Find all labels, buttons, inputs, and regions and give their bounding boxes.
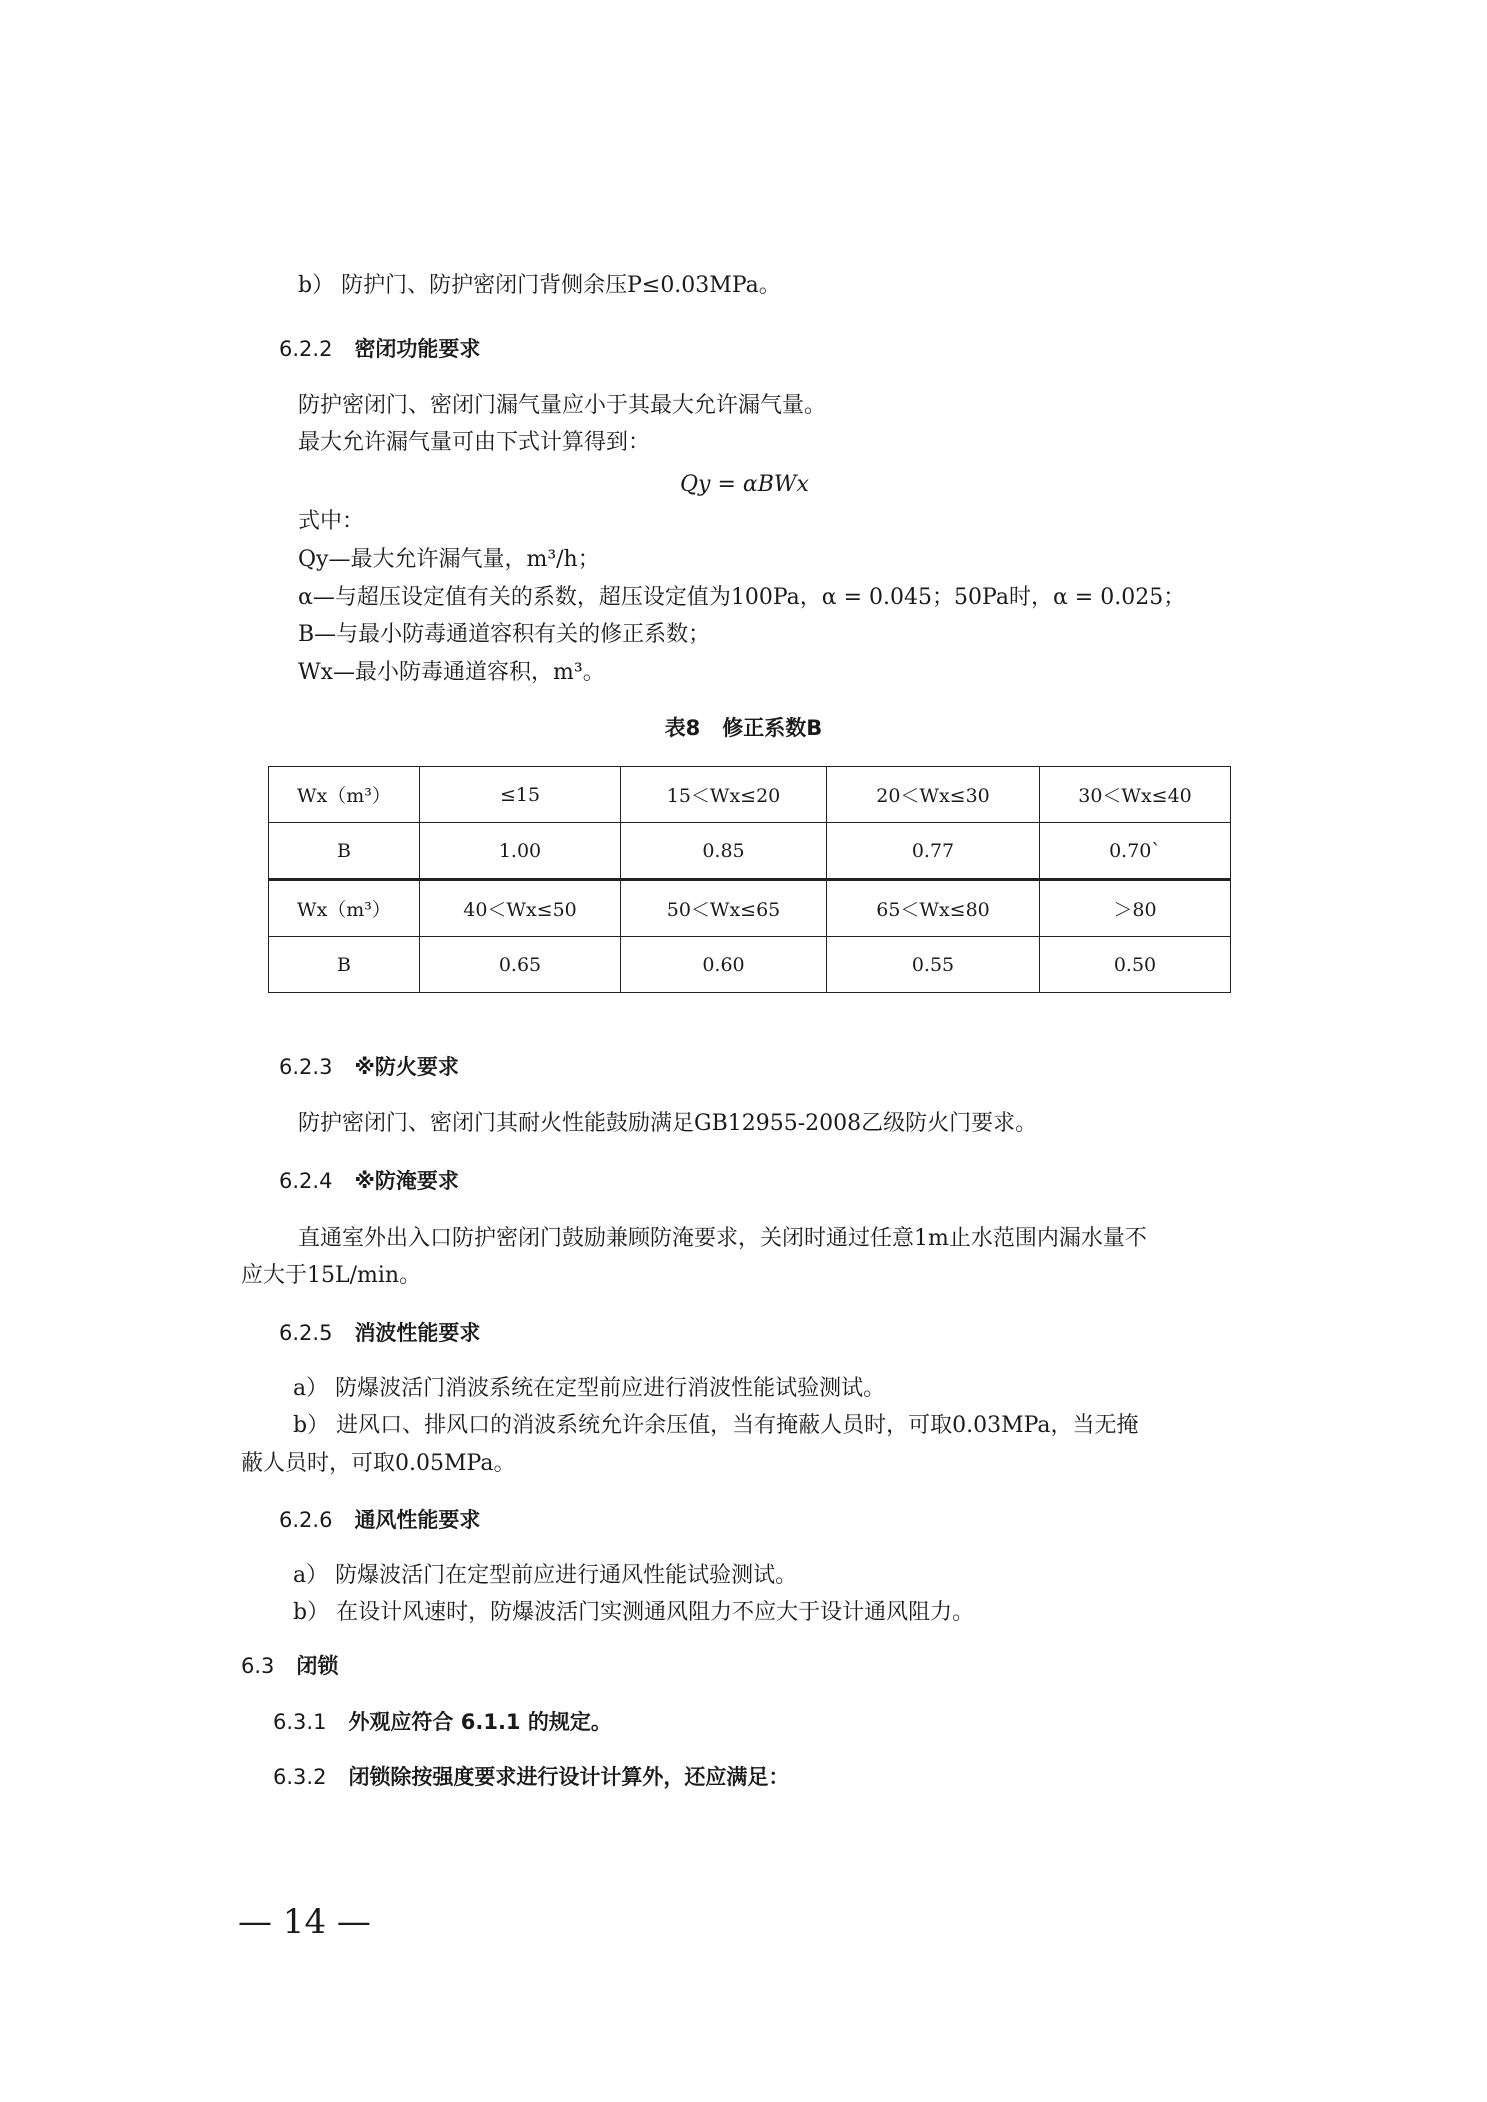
page-number: — 14 — xyxy=(238,1902,371,1942)
table-row xyxy=(269,880,1231,937)
heading-number: 6.2.6 xyxy=(279,1508,333,1532)
heading-title: 消波性能要求 xyxy=(354,1321,481,1345)
leakage-formula: Qy = αBWx xyxy=(680,472,809,497)
table-row xyxy=(269,767,1231,823)
table-cell: 0.50 xyxy=(1040,937,1231,993)
paragraph-flood-2: 应大于15L/min。 xyxy=(241,1263,422,1288)
heading-title: 通风性能要求 xyxy=(354,1508,481,1532)
heading-6-2-4 xyxy=(279,1166,459,1196)
heading-6-2-2 xyxy=(279,334,480,364)
table-cell: 15＜Wx≤20 xyxy=(621,767,827,823)
table-cell: B xyxy=(269,937,420,993)
paragraph-leakage: 防护密闭门、密闭门漏气量应小于其最大允许漏气量。 xyxy=(298,393,827,418)
table-cell: B xyxy=(269,823,420,880)
heading-number: 6.3 xyxy=(241,1654,275,1678)
table-caption-number: 表8 xyxy=(664,716,701,740)
table-cell: 40＜Wx≤50 xyxy=(420,880,621,937)
heading-6-2-6 xyxy=(279,1505,480,1535)
heading-title: ※防火要求 xyxy=(354,1055,459,1079)
table-cell: Wx（m³） xyxy=(269,880,420,937)
table-cell: 0.85 xyxy=(621,823,827,880)
heading-number: 6.2.4 xyxy=(279,1169,333,1193)
heading-number: 6.2.5 xyxy=(279,1321,333,1345)
table-cell: 0.60 xyxy=(621,937,827,993)
heading-number: 6.3.1 xyxy=(273,1710,327,1734)
heading-number: 6.3.2 xyxy=(273,1765,327,1789)
table-caption-title: 修正系数B xyxy=(722,716,823,740)
paragraph-wave-a: a） 防爆波活门消波系统在定型前应进行消波性能试验测试。 xyxy=(293,1376,886,1401)
paragraph-vent-a: a） 防爆波活门在定型前应进行通风性能试验测试。 xyxy=(293,1563,798,1588)
heading-6-3-2 xyxy=(273,1762,789,1792)
table-cell: 0.70` xyxy=(1040,823,1231,880)
heading-title: 闭锁 xyxy=(296,1654,339,1678)
table-caption xyxy=(0,712,1487,742)
heading-number: 6.2.2 xyxy=(279,337,333,361)
table-cell: 0.55 xyxy=(827,937,1040,993)
paragraph-wave-b1: b） 进风口、排风口的消波系统允许余压值，当有掩蔽人员时，可取0.03MPa，当无掩 xyxy=(293,1413,1139,1438)
heading-title: ※防淹要求 xyxy=(354,1169,459,1193)
table-cell: 65＜Wx≤80 xyxy=(827,880,1040,937)
correction-factor-table xyxy=(268,766,1231,993)
table-cell: 50＜Wx≤65 xyxy=(621,880,827,937)
table-cell: 20＜Wx≤30 xyxy=(827,767,1040,823)
paragraph-wave-b2: 蔽人员时，可取0.05MPa。 xyxy=(241,1451,516,1476)
heading-6-2-5 xyxy=(279,1318,480,1348)
heading-number: 6.2.3 xyxy=(279,1055,333,1079)
heading-title: 外观应符合 6.1.1 的规定。 xyxy=(348,1710,612,1734)
table-row xyxy=(269,937,1231,993)
heading-6-2-3 xyxy=(279,1052,459,1082)
definition-w: Wx—最小防毒通道容积，m³。 xyxy=(298,660,605,685)
paragraph-vent-b: b） 在设计风速时，防爆波活门实测通风阻力不应大于设计通风阻力。 xyxy=(293,1600,975,1625)
table-cell: ≤15 xyxy=(420,767,621,823)
heading-title: 密闭功能要求 xyxy=(354,337,481,361)
paragraph-flood-1: 直通室外出入口防护密闭门鼓励兼顾防淹要求，关闭时通过任意1m止水范围内漏水量不 xyxy=(298,1226,1147,1251)
table-cell: 0.77 xyxy=(827,823,1040,880)
heading-6-3 xyxy=(241,1651,338,1681)
table-cell: 0.65 xyxy=(420,937,621,993)
definition-b: B—与最小防毒通道容积有关的修正系数； xyxy=(298,622,711,647)
heading-title: 闭锁除按强度要求进行设计计算外，还应满足： xyxy=(348,1765,790,1789)
paragraph-fire: 防护密闭门、密闭门其耐火性能鼓励满足GB12955-2008乙级防火门要求。 xyxy=(298,1111,1038,1136)
table-cell: Wx（m³） xyxy=(269,767,420,823)
definition-q: Qy—最大允许漏气量，m³/h； xyxy=(298,547,600,572)
definition-alpha: α—与超压设定值有关的系数，超压设定值为100Pa，α = 0.045；50Pa时，α = 0.025； xyxy=(298,585,1186,610)
table-cell: ＞80 xyxy=(1040,880,1231,937)
table-row xyxy=(269,823,1231,880)
table-cell: 1.00 xyxy=(420,823,621,880)
where-label: 式中： xyxy=(298,509,365,534)
heading-6-3-1 xyxy=(273,1707,612,1737)
table-cell: 30＜Wx≤40 xyxy=(1040,767,1231,823)
paragraph-formula-intro: 最大允许漏气量可由下式计算得到： xyxy=(298,430,651,455)
protect-door-pressure-line: b） 防护门、防护密闭门背侧余压P≤0.03MPa。 xyxy=(298,273,781,298)
